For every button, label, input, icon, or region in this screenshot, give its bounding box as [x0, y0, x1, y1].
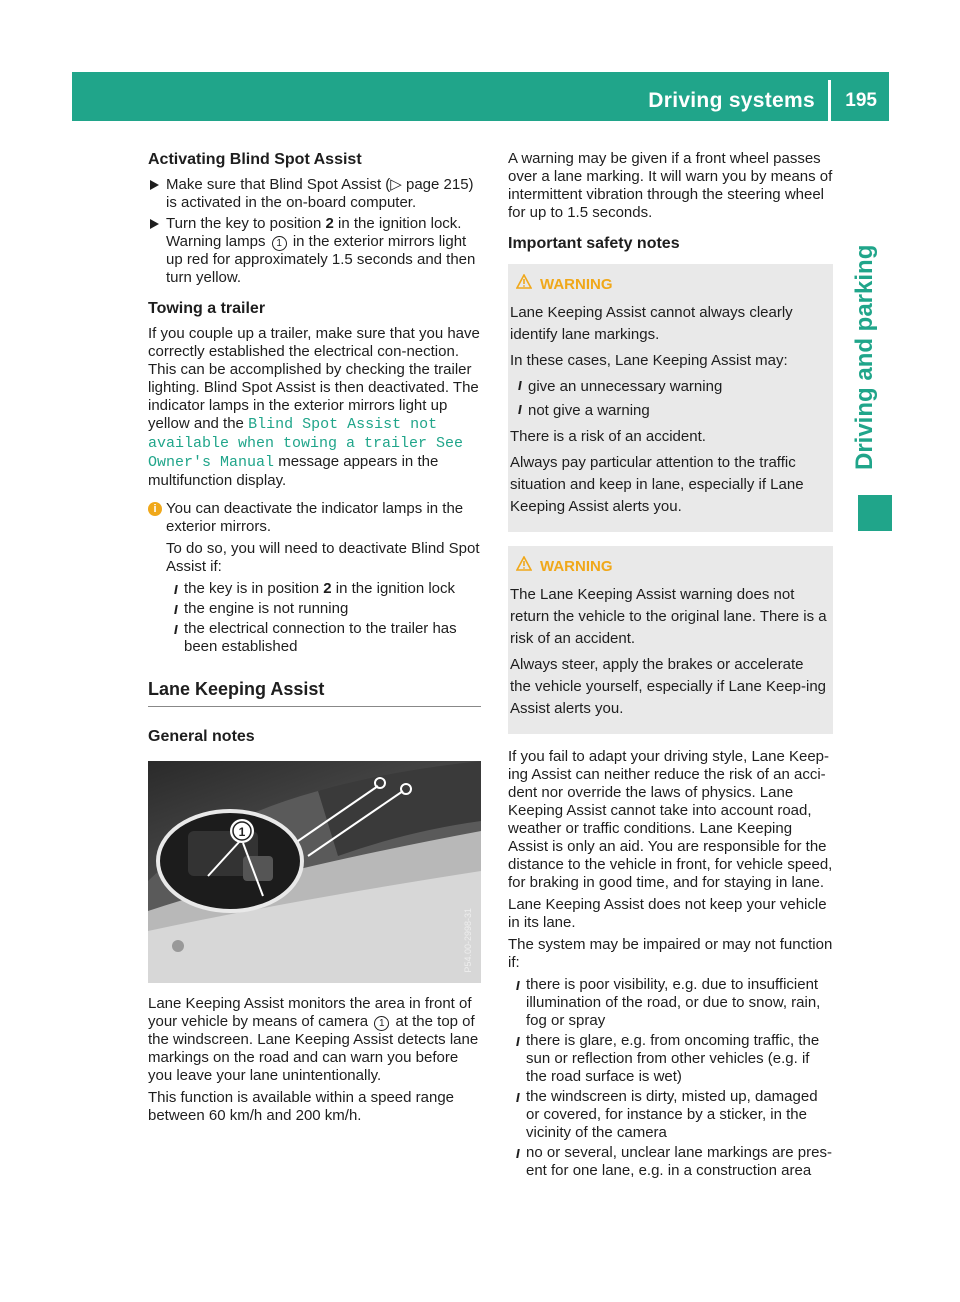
general-text: Lane Keeping Assist monitors the area in front of your vehicle by means of camera 1 at the top of the windscreen. Lane Keeping Assist detects lane markings on the road and can warn you before you leave your lane unintentionally. — [148, 995, 479, 1084]
callout-number: 1 — [272, 236, 287, 251]
list-item: there is poor visibility, e.g. due to insufficient illumination of the road, or due to snow, rain, fog or spray — [508, 976, 833, 1030]
chapter-marker — [858, 495, 892, 531]
warning-title: WARNING — [540, 276, 613, 293]
speed-range-text: This function is available within a speed range between 60 km/h and 200 km/h. — [148, 1089, 455, 1124]
intro-text: A warning may be given if a front wheel passes over a lane marking. It will warn you by means of intermittent vibration through the steering wheel for up to 1.5 seconds. — [508, 150, 833, 221]
impairment-list — [508, 976, 833, 1180]
adapt-text: If you fail to adapt your driving style, Lane Keep-ing Assist can neither reduce the risk of an acci-dent nor override the laws of physics. Lane Keeping Assist cannot take into account road, weather or traffic conditions. Lane Keeping Assist is only an aid. You are responsible for the distance to the vehicle in front, for vehicle speed, for braking in good time, and for staying in lane. — [508, 748, 833, 891]
keep-text: Lane Keeping Assist does not keep your vehicle in its lane. — [508, 896, 827, 931]
windscreen-illustration — [148, 761, 481, 983]
camera-photo — [148, 761, 481, 983]
left-column — [148, 150, 481, 1129]
right-column — [508, 150, 833, 1184]
header-divider — [828, 80, 831, 121]
list-item: the windscreen is dirty, misted up, damaged or covered, for instance by a sticker, in the vicinity of the camera — [508, 1088, 833, 1142]
warning-icon — [516, 274, 532, 289]
chapter-tab-label: Driving and parking — [851, 244, 878, 470]
section-heading-rule — [148, 678, 481, 707]
list-item: not give a warning — [510, 400, 827, 422]
page-header — [72, 72, 889, 121]
list-item: the electrical connection to the trailer has been established — [166, 620, 481, 656]
warning-list — [510, 376, 827, 422]
general-notes-heading: General notes — [148, 728, 255, 745]
page-number: 195 — [845, 90, 877, 111]
list-item: no or several, unclear lane markings are pres-ent for one lane, e.g. in a construction area — [508, 1144, 833, 1180]
callout-number: 1 — [374, 1016, 389, 1031]
list-item: the engine is not running — [166, 600, 481, 618]
towing-heading: Towing a trailer — [148, 300, 266, 317]
activating-heading: Activating Blind Spot Assist — [148, 151, 362, 168]
image-reference: P54.00-2998-31 — [463, 908, 473, 973]
list-item: there is glare, e.g. from oncoming traffic, the sun or reflection from other vehicles (e.g. if the road surface is wet) — [508, 1032, 833, 1086]
warning-title: WARNING — [540, 558, 613, 575]
lka-heading: Lane Keeping Assist — [148, 679, 325, 699]
section-title: Driving systems — [648, 89, 815, 112]
list-item: give an unnecessary warning — [510, 376, 827, 398]
towing-text: If you couple up a trailer, make sure that you have correctly established the electrical con-nection. This can be accomplished by checking the trailer lighting. Blind Spot Assist is then deactivated. The indicator lamps in the exterior mirrors light up yellow and the Blind Spot Assist not available when towing a trailer See Owner's Manual message appears in the multifunction display. — [148, 325, 480, 489]
display-message: Blind Spot Assist not available when towing a trailer See Owner's Manual — [148, 416, 464, 471]
warning-box: WARNING The Lane Keeping Assist warning does not return the vehicle to the original lane. There is a risk of an accident. Always steer, apply the brakes or accelerate the vehicle yourself, especially if Lane Keep-ing Assist alerts you. — [508, 546, 833, 734]
impaired-text: The system may be impaired or may not function if: — [508, 936, 833, 971]
instruction-step: Turn the key to position 2 in the ignition lock. Warning lamps 1 in the exterior mirrors light up red for approximately 1.5 seconds and then turn yellow. — [148, 215, 481, 287]
instruction-step: Make sure that Blind Spot Assist (▷ page 215) is activated in the on-board computer. — [148, 176, 481, 212]
photo-callout: 1 — [238, 825, 246, 839]
info-icon: i — [148, 502, 162, 516]
warning-icon — [516, 556, 532, 571]
info-list — [166, 580, 481, 656]
safety-heading: Important safety notes — [508, 235, 680, 252]
list-item: the key is in position 2 in the ignition lock — [166, 580, 481, 598]
info-note: i You can deactivate the indicator lamps in the exterior mirrors. To do so, you will need to deactivate Blind Spot Assist if: the key is in position 2 in the ignition lock the engine is not running the electrical connection to the trailer has been established — [148, 500, 481, 656]
warning-box: WARNING Lane Keeping Assist cannot always clearly identify lane markings. In these cases, Lane Keeping Assist may: give an unnecessary warning not give a warning There is a risk of an accident. Always pay particular attention to the traffic situation and keep in lane, especially if Lane Keeping Assist alerts you. — [508, 264, 833, 532]
